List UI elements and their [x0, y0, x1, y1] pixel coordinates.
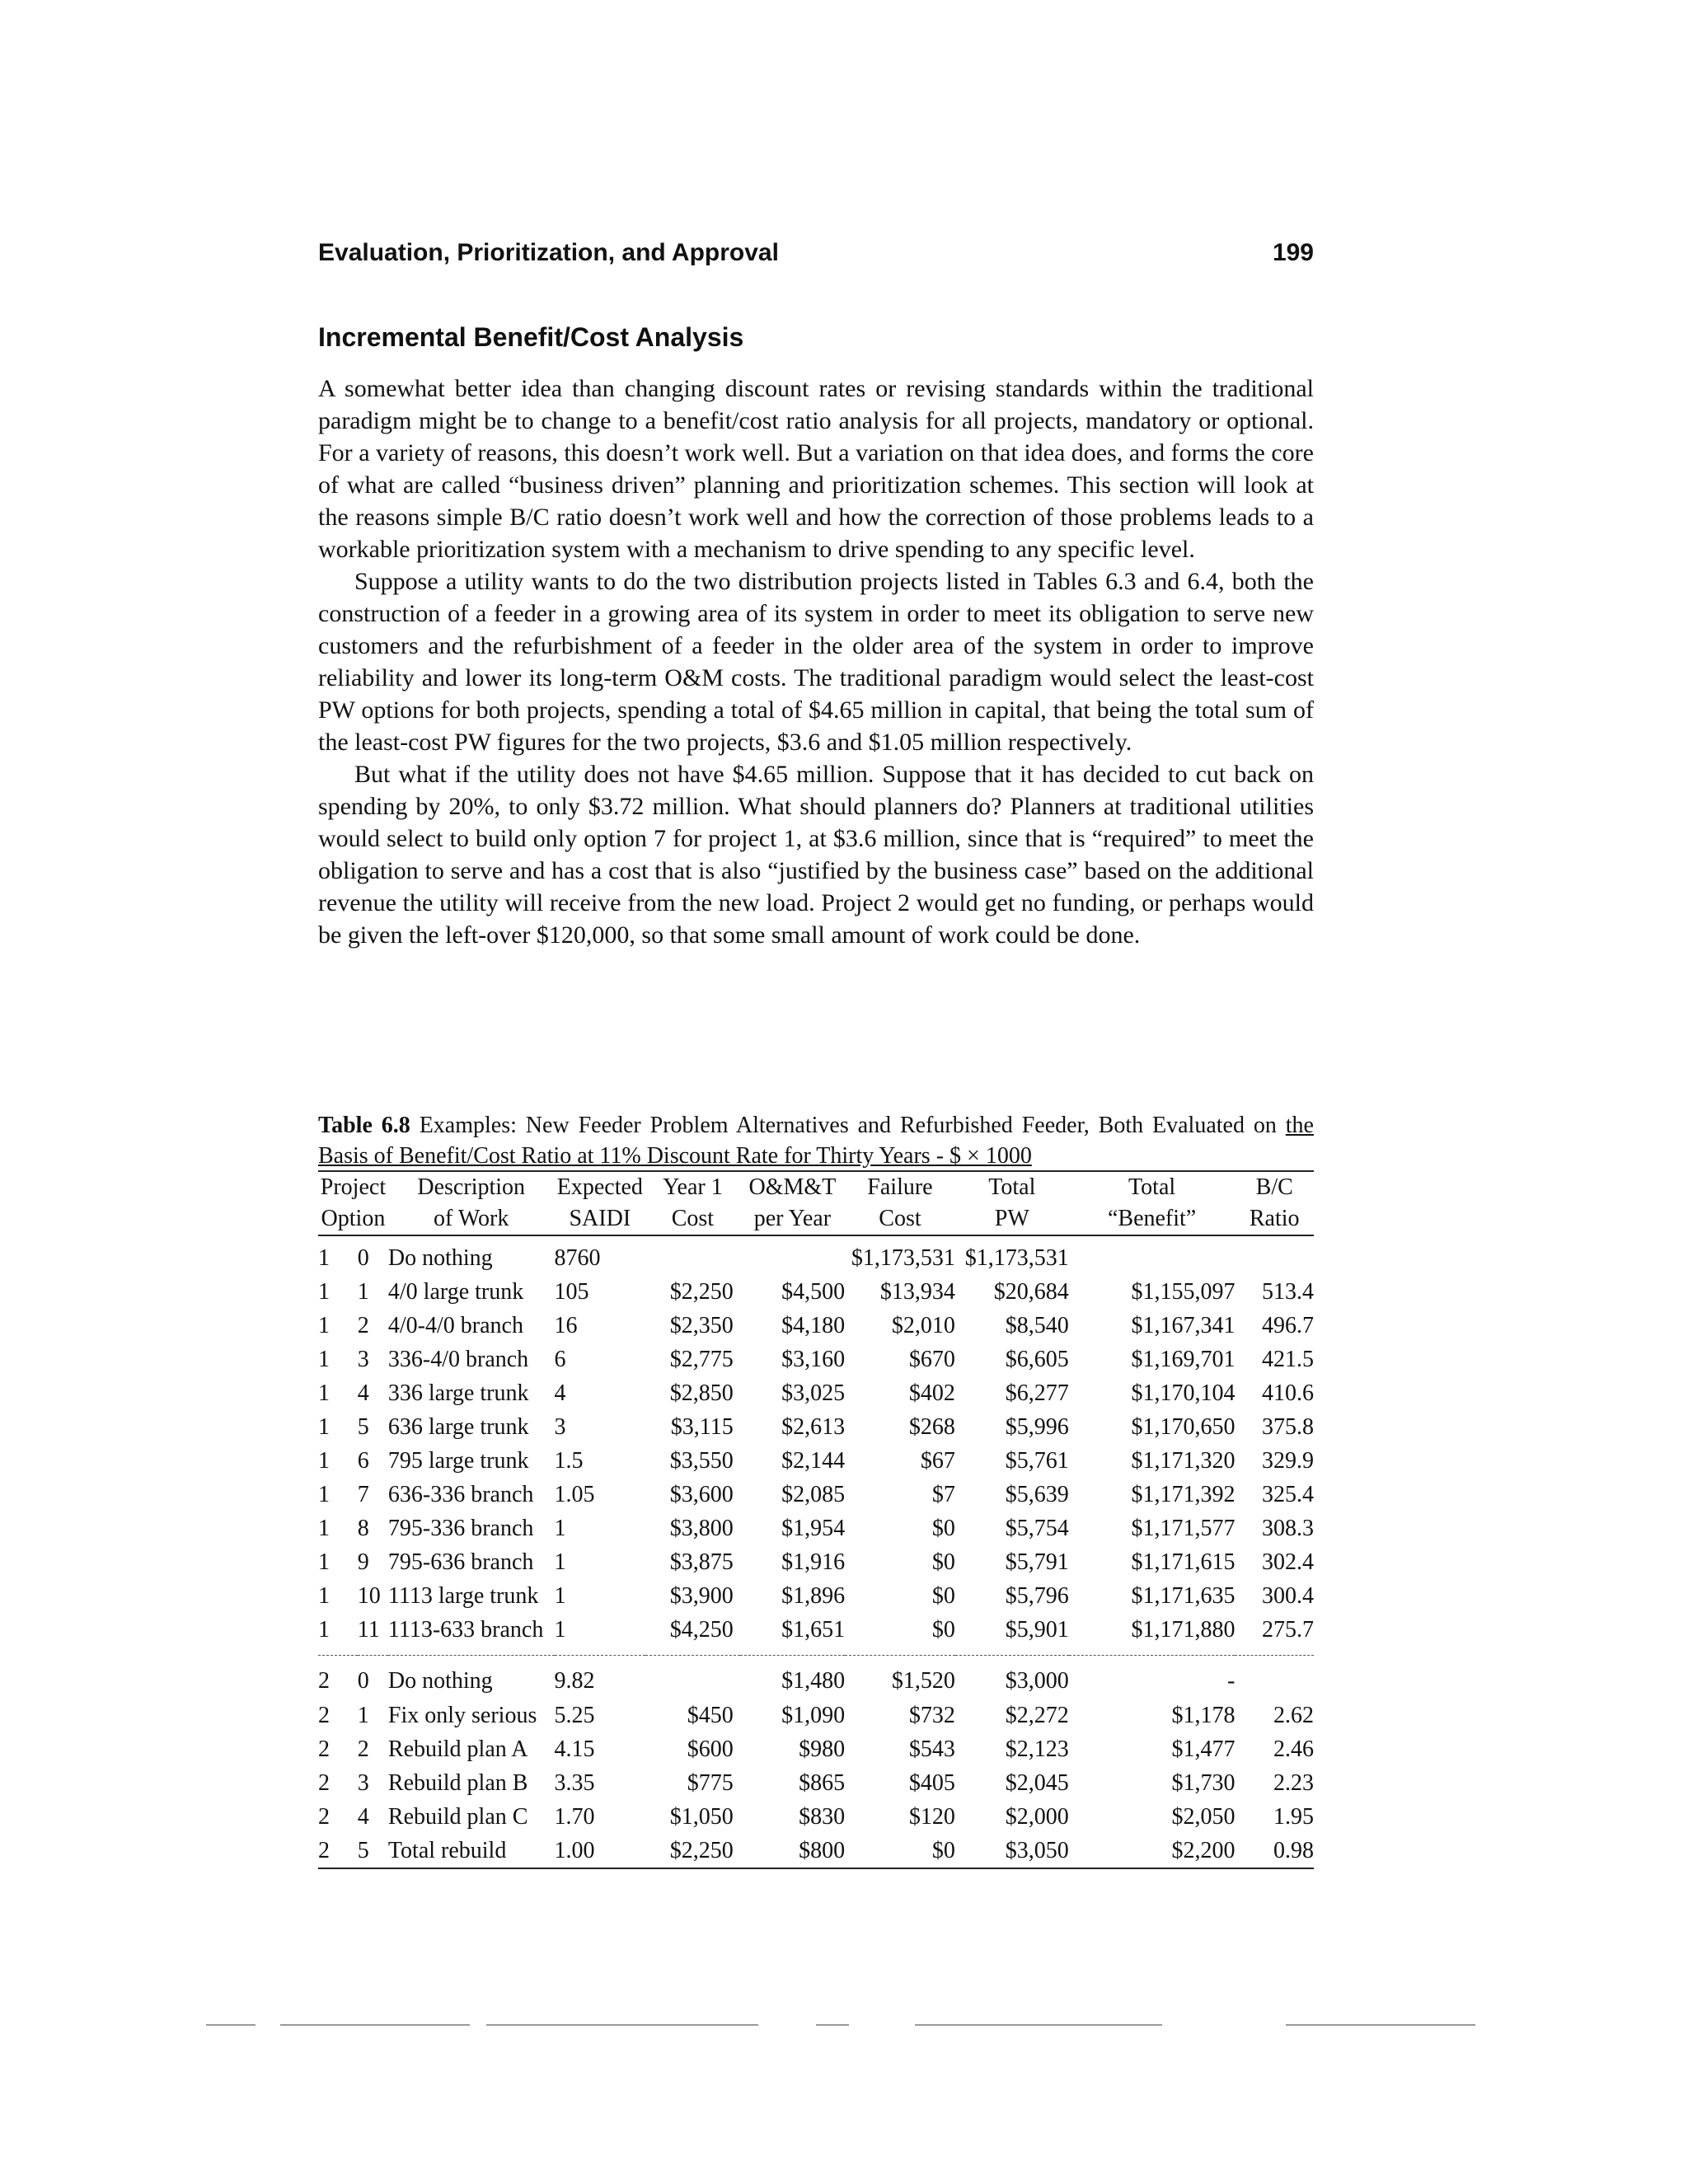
om-cell: $1,896 — [781, 1582, 846, 1609]
option-cell: 0 — [358, 1656, 388, 1699]
total-pw-cell: $20,684 — [993, 1278, 1069, 1305]
option-cell: 10 — [357, 1582, 381, 1609]
header-om: O&M&T — [740, 1171, 845, 1203]
caption-text-underlined: the Basis of Benefit/Cost Ratio at 11% Discount Rate for Thirty Years - $ × 1000 — [318, 1113, 1314, 1169]
table-row — [318, 1478, 1314, 1511]
year1-cost-cell: $3,600 — [669, 1481, 734, 1507]
option-cell: 8 — [357, 1515, 369, 1541]
year1-cost-cell — [645, 1235, 740, 1275]
saidi-cell: 4.15 — [554, 1736, 595, 1762]
description-cell: 336-4/0 branch — [387, 1346, 529, 1372]
body-text — [318, 373, 1314, 951]
failure-cost-cell: $1,520 — [845, 1656, 955, 1699]
description-cell: 636-336 branch — [387, 1481, 534, 1507]
project-cell: 1 — [318, 1481, 330, 1507]
option-cell: 4 — [357, 1803, 369, 1830]
total-benefit-cell: $1,171,577 — [1131, 1515, 1236, 1541]
total-pw-cell: $5,901 — [1005, 1616, 1069, 1643]
description-cell: 795 large trunk — [387, 1447, 529, 1474]
bc-ratio-cell: 375.8 — [1262, 1413, 1314, 1440]
total-pw-cell: $5,639 — [1005, 1481, 1069, 1507]
failure-cost-cell: $67 — [920, 1447, 955, 1474]
header-description: Description — [388, 1171, 555, 1203]
total-benefit-cell: $1,171,320 — [1131, 1447, 1236, 1474]
header-of-work: of Work — [388, 1203, 555, 1235]
total-benefit-cell: $1,178 — [1171, 1702, 1236, 1728]
total-pw-cell: $2,045 — [1005, 1769, 1069, 1796]
bc-ratio-cell: 0.98 — [1235, 1834, 1314, 1868]
bc-ratio-cell: 329.9 — [1262, 1447, 1314, 1474]
option-cell: 5 — [358, 1834, 388, 1868]
option-cell: 1 — [357, 1278, 369, 1305]
saidi-cell: 105 — [554, 1278, 589, 1305]
total-pw-cell: $5,791 — [1005, 1549, 1069, 1575]
project-cell: 1 — [318, 1244, 330, 1271]
year1-cost-cell: $2,850 — [669, 1380, 734, 1406]
year1-cost-cell: $4,250 — [669, 1616, 734, 1643]
failure-cost-cell: $732 — [908, 1702, 955, 1728]
total-benefit-cell: $1,171,615 — [1131, 1549, 1236, 1575]
header-row — [318, 1203, 1314, 1235]
saidi-cell: 1.70 — [554, 1803, 595, 1830]
total-benefit-cell: $1,171,392 — [1131, 1481, 1236, 1507]
description-cell: Fix only serious — [387, 1702, 537, 1728]
saidi-cell: 3 — [554, 1413, 566, 1440]
total-pw-cell: $2,272 — [1005, 1702, 1069, 1728]
option-cell: 7 — [357, 1481, 369, 1507]
total-benefit-cell: $1,171,880 — [1131, 1616, 1236, 1643]
saidi-cell: 6 — [554, 1346, 566, 1372]
option-cell: 9 — [357, 1549, 369, 1575]
total-pw-cell: $5,796 — [1005, 1582, 1069, 1609]
year1-cost-cell: $2,775 — [669, 1346, 734, 1372]
year1-cost-cell — [645, 1656, 740, 1699]
header-bc: B/C — [1235, 1171, 1314, 1203]
bc-ratio-cell: 421.5 — [1262, 1346, 1314, 1372]
saidi-cell: 5.25 — [554, 1702, 595, 1728]
header-total-pw: Total — [955, 1171, 1069, 1203]
bc-ratio-cell — [1235, 1235, 1314, 1275]
saidi-cell: 1 — [554, 1582, 566, 1609]
option-cell: 11 — [357, 1616, 380, 1643]
year1-cost-cell: $1,050 — [669, 1803, 734, 1830]
table-row — [318, 1834, 1314, 1868]
bc-ratio-cell: 275.7 — [1262, 1616, 1314, 1643]
description-cell: Rebuild plan C — [387, 1803, 528, 1830]
year1-cost-cell: $3,875 — [669, 1549, 734, 1575]
failure-cost-cell: $670 — [908, 1346, 955, 1372]
description-cell: Do nothing — [388, 1656, 555, 1699]
project-cell: 1 — [318, 1582, 330, 1609]
option-cell: 3 — [357, 1346, 369, 1372]
year1-cost-cell: $3,115 — [670, 1413, 734, 1440]
table-header — [318, 1171, 1314, 1235]
bc-ratio-cell: 1.95 — [1273, 1803, 1314, 1830]
bc-ratio-cell: 308.3 — [1262, 1515, 1314, 1541]
saidi-cell: 1 — [554, 1549, 566, 1575]
header-saidi-2: SAIDI — [555, 1203, 646, 1235]
paragraph: A somewhat better idea than changing discount rates or revising standards within the traditional paradigm might be to change to a benefit/cost ratio analysis for all projects, mandatory or optional. For a variety of reasons, this doesn’t work well. But a variation on that idea does, and forms the core of what are called “business driven” planning and prioritization schemes. This section will look at the reasons simple B/C ratio doesn’t work well and how the correction of those problems leads to a workable prioritization system with a mechanism to drive spending to any specific level. — [318, 375, 1314, 563]
header-cost: Cost — [645, 1203, 740, 1235]
description-cell: 1113-633 branch — [387, 1616, 544, 1643]
year1-cost-cell: $775 — [687, 1769, 734, 1796]
total-benefit-cell: $2,200 — [1069, 1834, 1236, 1868]
page-number: 199 — [1272, 239, 1314, 266]
om-cell: $2,613 — [781, 1413, 846, 1440]
project-2-rows — [318, 1656, 1314, 1869]
header-saidi: Expected — [555, 1171, 646, 1203]
option-cell: 1 — [357, 1702, 369, 1728]
total-benefit-cell: $1,167,341 — [1131, 1312, 1236, 1338]
year1-cost-cell: $2,350 — [669, 1312, 734, 1338]
om-cell: $830 — [799, 1803, 846, 1830]
saidi-cell: 1 — [554, 1515, 566, 1541]
failure-cost-cell: $0 — [931, 1549, 955, 1575]
bc-ratio-cell: 496.7 — [1262, 1312, 1314, 1338]
table-row — [318, 1656, 1314, 1699]
om-cell: $800 — [740, 1834, 845, 1868]
description-cell: 1113 large trunk — [387, 1582, 539, 1609]
total-benefit-cell: $1,169,701 — [1131, 1346, 1236, 1372]
saidi-cell: 8760 — [554, 1244, 601, 1271]
total-benefit-cell: $2,050 — [1171, 1803, 1236, 1830]
total-benefit-cell: $1,477 — [1171, 1736, 1236, 1762]
failure-cost-cell: $1,173,531 — [851, 1244, 955, 1271]
table-row — [318, 1699, 1314, 1732]
total-pw-cell: $5,754 — [1005, 1515, 1069, 1541]
table-row — [318, 1511, 1314, 1545]
om-cell: $1,651 — [781, 1616, 846, 1643]
description-cell: 795-636 branch — [387, 1549, 534, 1575]
bc-ratio-cell: 300.4 — [1262, 1582, 1314, 1609]
failure-cost-cell: $402 — [908, 1380, 955, 1406]
option-cell: 5 — [357, 1413, 369, 1440]
project-cell: 1 — [318, 1616, 330, 1643]
project-cell: 2 — [318, 1803, 330, 1830]
bc-ratio-cell — [1235, 1656, 1314, 1699]
saidi-cell: 1.5 — [554, 1447, 584, 1474]
bc-ratio-cell: 2.23 — [1273, 1769, 1314, 1796]
table-row — [318, 1376, 1314, 1410]
om-cell: $2,144 — [781, 1447, 846, 1474]
total-pw-cell: $3,050 — [955, 1834, 1069, 1868]
bc-ratio-cell: 513.4 — [1262, 1278, 1314, 1305]
total-pw-cell: $5,761 — [1005, 1447, 1069, 1474]
header-row — [318, 1171, 1314, 1203]
option-cell: 2 — [357, 1312, 369, 1338]
failure-cost-cell: $2,010 — [891, 1312, 955, 1338]
header-pw: PW — [955, 1203, 1069, 1235]
saidi-cell: 9.82 — [555, 1656, 646, 1699]
option-cell: 0 — [357, 1244, 369, 1271]
table-row — [318, 1545, 1314, 1579]
failure-cost-cell: $0 — [931, 1616, 955, 1643]
data-table — [318, 1170, 1314, 1869]
total-pw-cell: $3,000 — [955, 1656, 1069, 1699]
om-cell: $1,090 — [781, 1702, 846, 1728]
project-cell: 2 — [318, 1656, 358, 1699]
option-cell: 6 — [357, 1447, 369, 1474]
year1-cost-cell: $600 — [687, 1736, 734, 1762]
total-benefit-cell: $1,155,097 — [1131, 1278, 1236, 1305]
project-cell: 2 — [318, 1702, 330, 1728]
total-pw-cell: $1,173,531 — [964, 1244, 1069, 1271]
saidi-cell: 4 — [554, 1380, 566, 1406]
saidi-cell: 16 — [554, 1312, 578, 1338]
header-benefit: “Benefit” — [1069, 1203, 1236, 1235]
bc-ratio-cell: 325.4 — [1262, 1481, 1314, 1507]
failure-cost-cell: $543 — [908, 1736, 955, 1762]
bc-ratio-cell: 2.62 — [1273, 1702, 1314, 1728]
description-cell: Rebuild plan A — [387, 1736, 528, 1762]
failure-cost-cell: $0 — [931, 1515, 955, 1541]
bc-ratio-cell: 2.46 — [1273, 1736, 1314, 1762]
failure-cost-cell: $405 — [908, 1769, 955, 1796]
header-ratio: Ratio — [1235, 1203, 1314, 1235]
om-cell: $2,085 — [781, 1481, 846, 1507]
paragraph: Suppose a utility wants to do the two distribution projects listed in Tables 6.3 and 6.4, both the construction of a feeder in a growing area of its system in order to meet its obligation to serve new customers and the refurbishment of a feeder in the older area of the system in order to improve reliability and lower its long-term O&M costs. The traditional paradigm would select the least-cost PW options for both projects, spending a total of $4.65 million in capital, that being the total sum of the least-cost PW figures for the two projects, $3.6 and $1.05 million respectively. — [318, 568, 1314, 756]
failure-cost-cell: $0 — [845, 1834, 955, 1868]
table-row — [318, 1766, 1314, 1800]
total-benefit-cell — [1069, 1235, 1236, 1275]
saidi-cell: 1 — [554, 1616, 566, 1643]
project-cell: 1 — [318, 1346, 330, 1372]
table-row — [318, 1800, 1314, 1834]
table-row — [318, 1732, 1314, 1766]
paragraph: But what if the utility does not have $4.65 million. Suppose that it has decided to cut back on spending by 20%, to only $3.72 million. What should planners do? Planners at traditional utilities would select to build only option 7 for project 1, at $3.6 million, since that is “required” to meet the obligation to serve and has a cost that is also “justified by the business case” based on the additional revenue the utility will receive from the new load. Project 2 would get no funding, or perhaps would be given the left-over $120,000, so that some small amount of work could be done. — [318, 761, 1314, 949]
total-benefit-cell: $1,170,104 — [1131, 1380, 1236, 1406]
year1-cost-cell: $3,800 — [669, 1515, 734, 1541]
scan-artifact-line — [190, 2024, 1475, 2029]
header-year1: Year 1 — [645, 1171, 740, 1203]
chapter-title: Evaluation, Prioritization, and Approval — [318, 239, 779, 266]
year1-cost-cell: $2,250 — [669, 1278, 734, 1305]
project-cell: 1 — [318, 1380, 330, 1406]
header-failure: Failure — [845, 1171, 955, 1203]
total-pw-cell: $8,540 — [1005, 1312, 1069, 1338]
project-cell: 1 — [318, 1413, 330, 1440]
option-cell: 4 — [357, 1380, 369, 1406]
project-cell: 1 — [318, 1549, 330, 1575]
total-benefit-cell: - — [1069, 1656, 1236, 1699]
total-pw-cell: $2,000 — [1005, 1803, 1069, 1830]
project-cell: 1 — [318, 1312, 330, 1338]
year1-cost-cell: $2,250 — [645, 1834, 740, 1868]
failure-cost-cell: $268 — [908, 1413, 955, 1440]
header-per-year: per Year — [740, 1203, 845, 1235]
table-row — [318, 1579, 1314, 1613]
table-row — [318, 1343, 1314, 1376]
total-pw-cell: $6,605 — [1005, 1346, 1069, 1372]
om-cell: $4,180 — [781, 1312, 846, 1338]
description-cell: 4/0-4/0 branch — [387, 1312, 523, 1338]
project-cell: 1 — [318, 1447, 330, 1474]
description-cell: 795-336 branch — [387, 1515, 534, 1541]
table-row — [318, 1275, 1314, 1309]
total-pw-cell: $6,277 — [1005, 1380, 1069, 1406]
option-cell: 2 — [357, 1736, 369, 1762]
table-label: Table 6.8 — [318, 1113, 410, 1138]
description-cell: 336 large trunk — [387, 1380, 529, 1406]
bc-ratio-cell: 302.4 — [1262, 1549, 1314, 1575]
om-cell: $865 — [799, 1769, 846, 1796]
description-cell: Rebuild plan B — [387, 1769, 528, 1796]
description-cell: 636 large trunk — [387, 1413, 529, 1440]
om-cell: $1,916 — [781, 1549, 846, 1575]
table-row — [318, 1613, 1314, 1656]
saidi-cell: 1.05 — [554, 1481, 595, 1507]
om-cell: $4,500 — [781, 1278, 846, 1305]
failure-cost-cell: $7 — [931, 1481, 955, 1507]
total-pw-cell: $2,123 — [1005, 1736, 1069, 1762]
project-cell: 2 — [318, 1769, 330, 1796]
om-cell: $3,025 — [781, 1380, 846, 1406]
total-benefit-cell: $1,170,650 — [1131, 1413, 1236, 1440]
failure-cost-cell: $120 — [908, 1803, 955, 1830]
table-row — [318, 1235, 1314, 1275]
project-cell: 1 — [318, 1515, 330, 1541]
failure-cost-cell: $13,934 — [879, 1278, 955, 1305]
total-pw-cell: $5,996 — [1005, 1413, 1069, 1440]
table-row — [318, 1309, 1314, 1343]
header-total-benefit: Total — [1069, 1171, 1236, 1203]
description-cell: 4/0 large trunk — [387, 1278, 524, 1305]
project-cell: 2 — [318, 1834, 358, 1868]
header-project: Project — [318, 1171, 388, 1203]
om-cell: $3,160 — [781, 1346, 846, 1372]
year1-cost-cell: $3,900 — [669, 1582, 734, 1609]
table-row — [318, 1444, 1314, 1478]
saidi-cell: 1.00 — [555, 1834, 646, 1868]
year1-cost-cell: $3,550 — [669, 1447, 734, 1474]
om-cell — [740, 1235, 845, 1275]
project-cell: 1 — [318, 1278, 330, 1305]
saidi-cell: 3.35 — [554, 1769, 595, 1796]
project-cell: 2 — [318, 1736, 330, 1762]
om-cell: $980 — [799, 1736, 846, 1762]
failure-cost-cell: $0 — [931, 1582, 955, 1609]
om-cell: $1,954 — [781, 1515, 846, 1541]
table-row — [318, 1410, 1314, 1444]
om-cell: $1,480 — [740, 1656, 845, 1699]
total-benefit-cell: $1,730 — [1171, 1769, 1236, 1796]
running-head — [318, 239, 1314, 272]
section-heading: Incremental Benefit/Cost Analysis — [318, 322, 744, 352]
total-benefit-cell: $1,171,635 — [1131, 1582, 1236, 1609]
year1-cost-cell: $450 — [687, 1702, 734, 1728]
description-cell: Do nothing — [387, 1244, 493, 1271]
description-cell: Total rebuild — [388, 1834, 555, 1868]
header-option: Option — [318, 1203, 388, 1235]
bc-ratio-cell: 410.6 — [1262, 1380, 1314, 1406]
project-1-rows — [318, 1235, 1314, 1656]
option-cell: 3 — [357, 1769, 369, 1796]
header-failure-cost: Cost — [845, 1203, 955, 1235]
caption-text: Examples: New Feeder Problem Alternatives and Refurbished Feeder, Both Evaluated on — [410, 1113, 1286, 1138]
table-caption — [318, 1110, 1314, 1171]
